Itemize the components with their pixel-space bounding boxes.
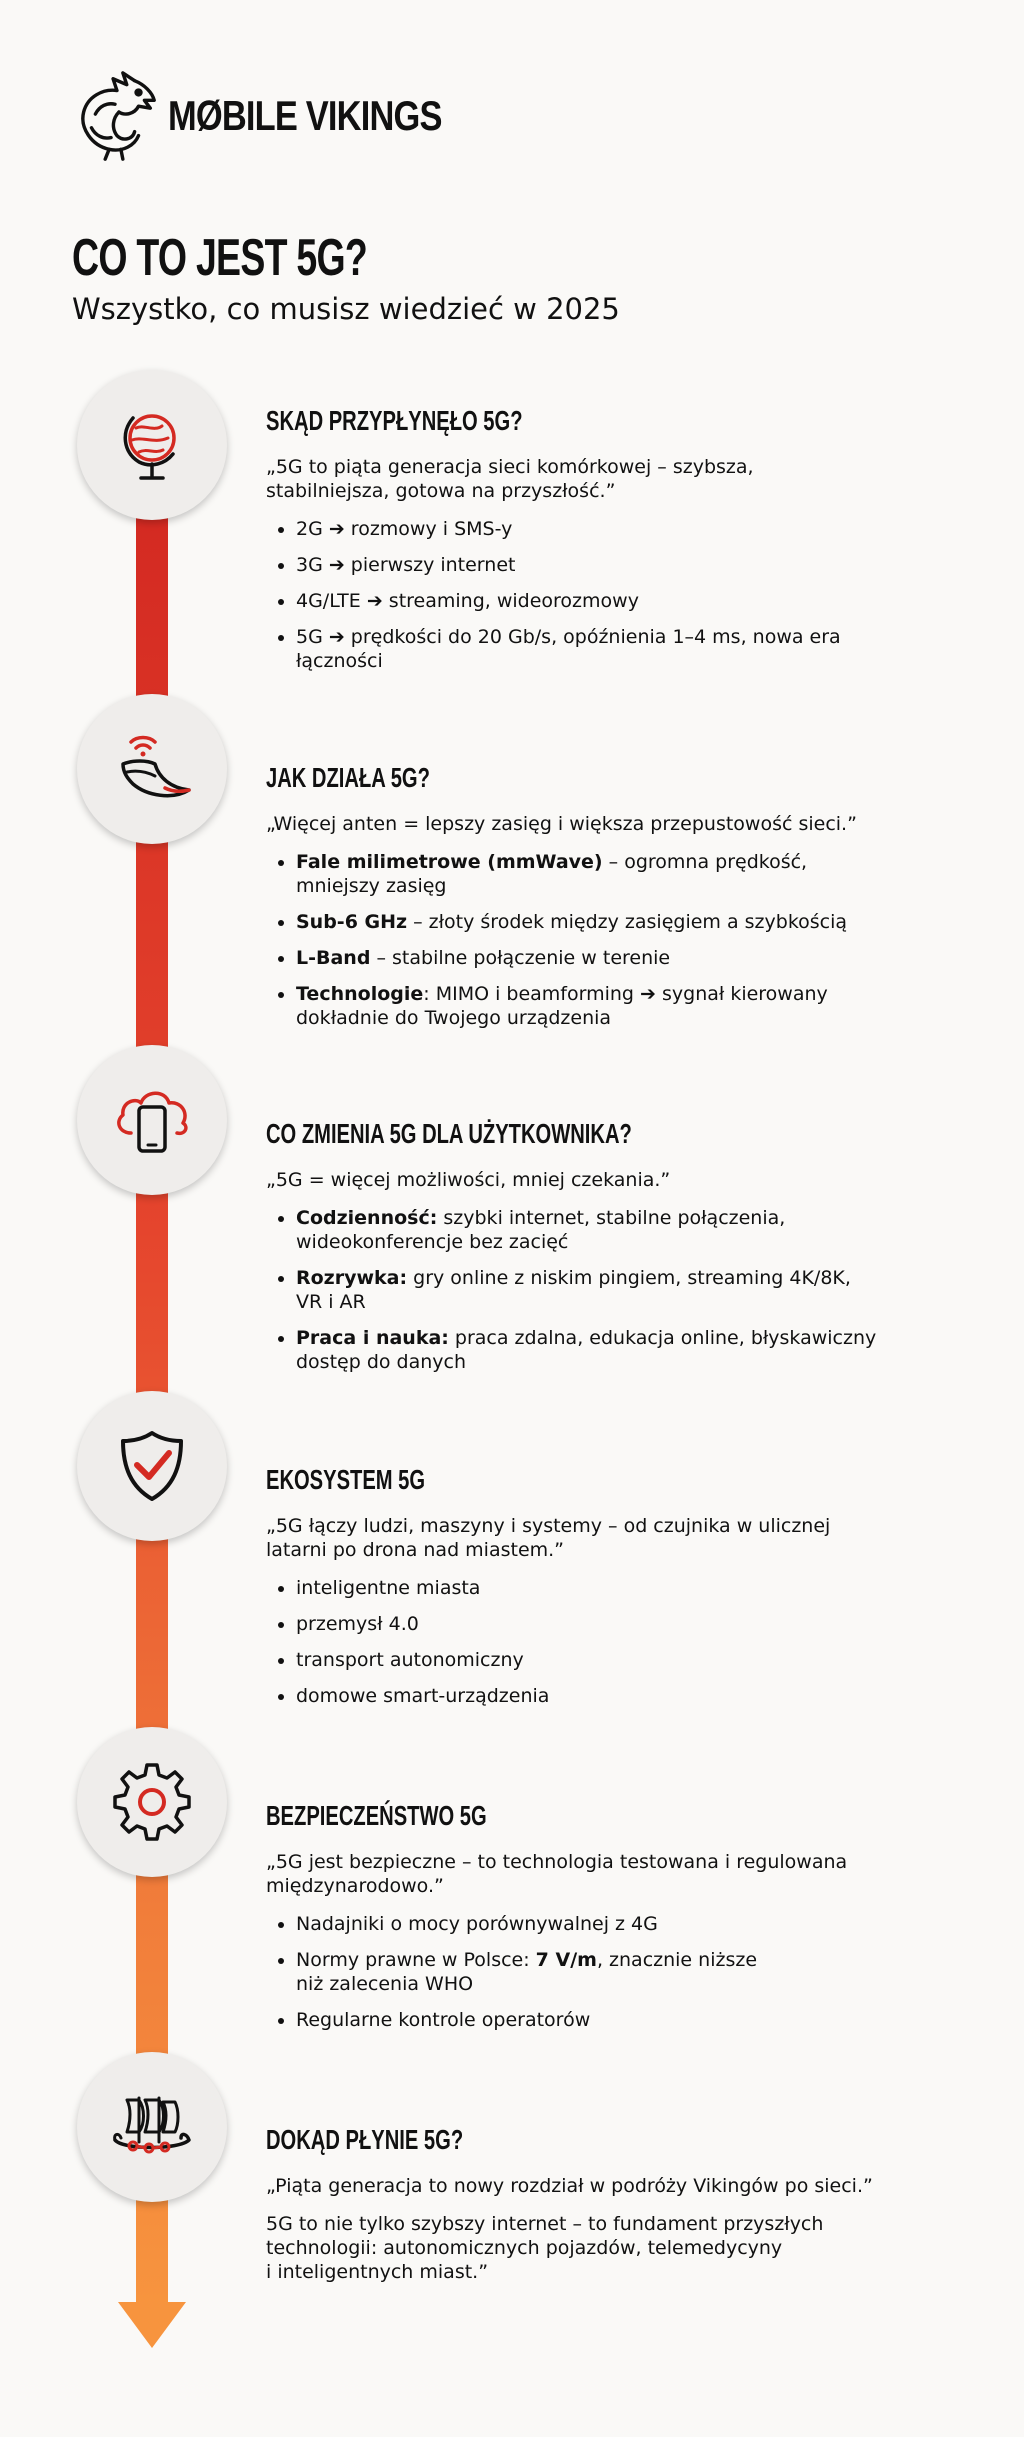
- gear-icon: [109, 1759, 195, 1845]
- list-item: • 2G ➔ rozmowy i SMS-y: [296, 517, 926, 541]
- brand-name: MØBILE VIKINGS: [168, 92, 442, 139]
- item-strong: Rozrywka:: [296, 1267, 408, 1289]
- section-title: JAK DZIAŁA 5G?: [266, 762, 430, 793]
- bullet-list: [266, 1576, 926, 1708]
- badge-gear: [77, 1727, 227, 1877]
- badge-globe: [77, 370, 227, 520]
- list-item: [296, 1266, 926, 1314]
- item-text: gry online z niskim pingiem, streaming 4K/8K, VR i AR: [296, 1267, 851, 1313]
- brand-logo: [66, 66, 502, 166]
- item-text: – złoty środek między zasięgiem a szybkością: [407, 911, 848, 933]
- list-item: • inteligentne miasta: [296, 1576, 926, 1600]
- badge-horn: [77, 694, 227, 844]
- item-text: Normy prawne w Polsce:: [296, 1949, 536, 1971]
- section-quote: „Piąta generacja to nowy rozdział w podróży Vikingów po sieci.”: [266, 2175, 873, 2197]
- dragon-logo-icon: [66, 66, 164, 166]
- item-strong: Praca i nauka:: [296, 1327, 449, 1349]
- list-item: • Nadajniki o mocy porównywalnej z 4G: [296, 1912, 926, 1936]
- item-strong: Technologie: [296, 983, 424, 1005]
- item-strong: L-Band: [296, 947, 371, 969]
- list-item: • 4G/LTE ➔ streaming, wideorozmowy: [296, 589, 926, 613]
- page-subtitle: Wszystko, co musisz wiedzieć w 2025: [72, 292, 620, 326]
- item-text: szybki internet, stabilne połączenia, wideokonferencje bez zacięć: [296, 1207, 786, 1253]
- list-item: [296, 982, 926, 1030]
- cloud-phone-icon: [109, 1077, 195, 1163]
- item-text: : MIMO i beamforming ➔ sygnał kierowany dokładnie do Twojego urządzenia: [296, 983, 828, 1029]
- list-item: [296, 1206, 926, 1254]
- bullet-list: [266, 517, 926, 673]
- section-quote: „5G łączy ludzi, maszyny i systemy – od czujnika w ulicznej latarni po drona nad miastem.”: [266, 1515, 831, 1561]
- signal-horn-icon: [109, 726, 195, 812]
- list-item: [296, 910, 926, 934]
- section-title: SKĄD PRZYPŁYNĘŁO 5G?: [266, 405, 523, 436]
- item-strong: Sub-6 GHz: [296, 911, 408, 933]
- bullet-list: [266, 1912, 926, 2032]
- item-text: – ogromna prędkość, mniejszy zasięg: [296, 851, 808, 897]
- item-strong: Codzienność:: [296, 1207, 438, 1229]
- item-strong: 7 V/m: [535, 1949, 597, 1971]
- badge-ship: [77, 2052, 227, 2202]
- globe-icon: [109, 402, 195, 488]
- bullet-list: [266, 850, 926, 1030]
- section-title: BEZPIECZEŃSTWO 5G: [266, 1800, 487, 1831]
- list-item: [296, 1948, 926, 1996]
- list-item: [296, 1326, 926, 1374]
- bullet-list: [266, 1206, 926, 1374]
- list-item: • Regularne kontrole operatorów: [296, 2008, 926, 2032]
- item-strong: Fale milimetrowe (mmWave): [296, 851, 603, 873]
- viking-ship-icon: [109, 2084, 195, 2170]
- list-item: [296, 946, 926, 970]
- section-future: [266, 2124, 926, 2284]
- item-text: praca zdalna, edukacja online, błyskawiczny dostęp do danych: [296, 1327, 877, 1373]
- section-quote: „5G = więcej możliwości, mniej czekania.”: [266, 1169, 671, 1191]
- section-quote: „5G jest bezpieczne – to technologia testowana i regulowana międzynarodowo.”: [266, 1851, 848, 1897]
- list-item: • transport autonomiczny: [296, 1648, 926, 1672]
- item-text: , znacznie niższe niż zalecenia WHO: [296, 1949, 758, 1995]
- section-quote: „5G to piąta generacja sieci komórkowej – szybsza, stabilniejsza, gotowa na przyszłość.”: [266, 456, 754, 502]
- section-title: CO ZMIENIA 5G DLA UŻYTKOWNIKA?: [266, 1118, 632, 1149]
- list-item: [296, 850, 926, 898]
- list-item: • 5G ➔ prędkości do 20 Gb/s, opóźnienia 1–4 ms, nowa era łączności: [296, 625, 926, 673]
- item-text: – stabilne połączenie w terenie: [370, 947, 671, 969]
- badge-cloud: [77, 1045, 227, 1195]
- section-title: DOKĄD PŁYNIE 5G?: [266, 2124, 464, 2155]
- section-how-it-works: [266, 762, 926, 1042]
- badge-shield: [77, 1391, 227, 1541]
- section-paragraph: 5G to nie tylko szybszy internet – to fundament przyszłych technologii: autonomicznych pojazdów, telemedycyny i inteligentnych miast.”: [266, 2213, 824, 2283]
- shield-check-icon: [109, 1423, 195, 1509]
- section-user-benefits: [266, 1118, 926, 1386]
- section-ecosystem: [266, 1464, 926, 1720]
- section-origin: [266, 405, 926, 685]
- section-quote: „Więcej anten = lepszy zasięg i większa przepustowość sieci.”: [266, 813, 857, 835]
- section-safety: [266, 1800, 926, 2044]
- page-title: CO TO JEST 5G?: [72, 229, 368, 287]
- list-item: • domowe smart-urządzenia: [296, 1684, 926, 1708]
- section-title: EKOSYSTEM 5G: [266, 1464, 426, 1495]
- list-item: • przemysł 4.0: [296, 1612, 926, 1636]
- timeline-arrow-icon: [118, 2302, 186, 2348]
- list-item: • 3G ➔ pierwszy internet: [296, 553, 926, 577]
